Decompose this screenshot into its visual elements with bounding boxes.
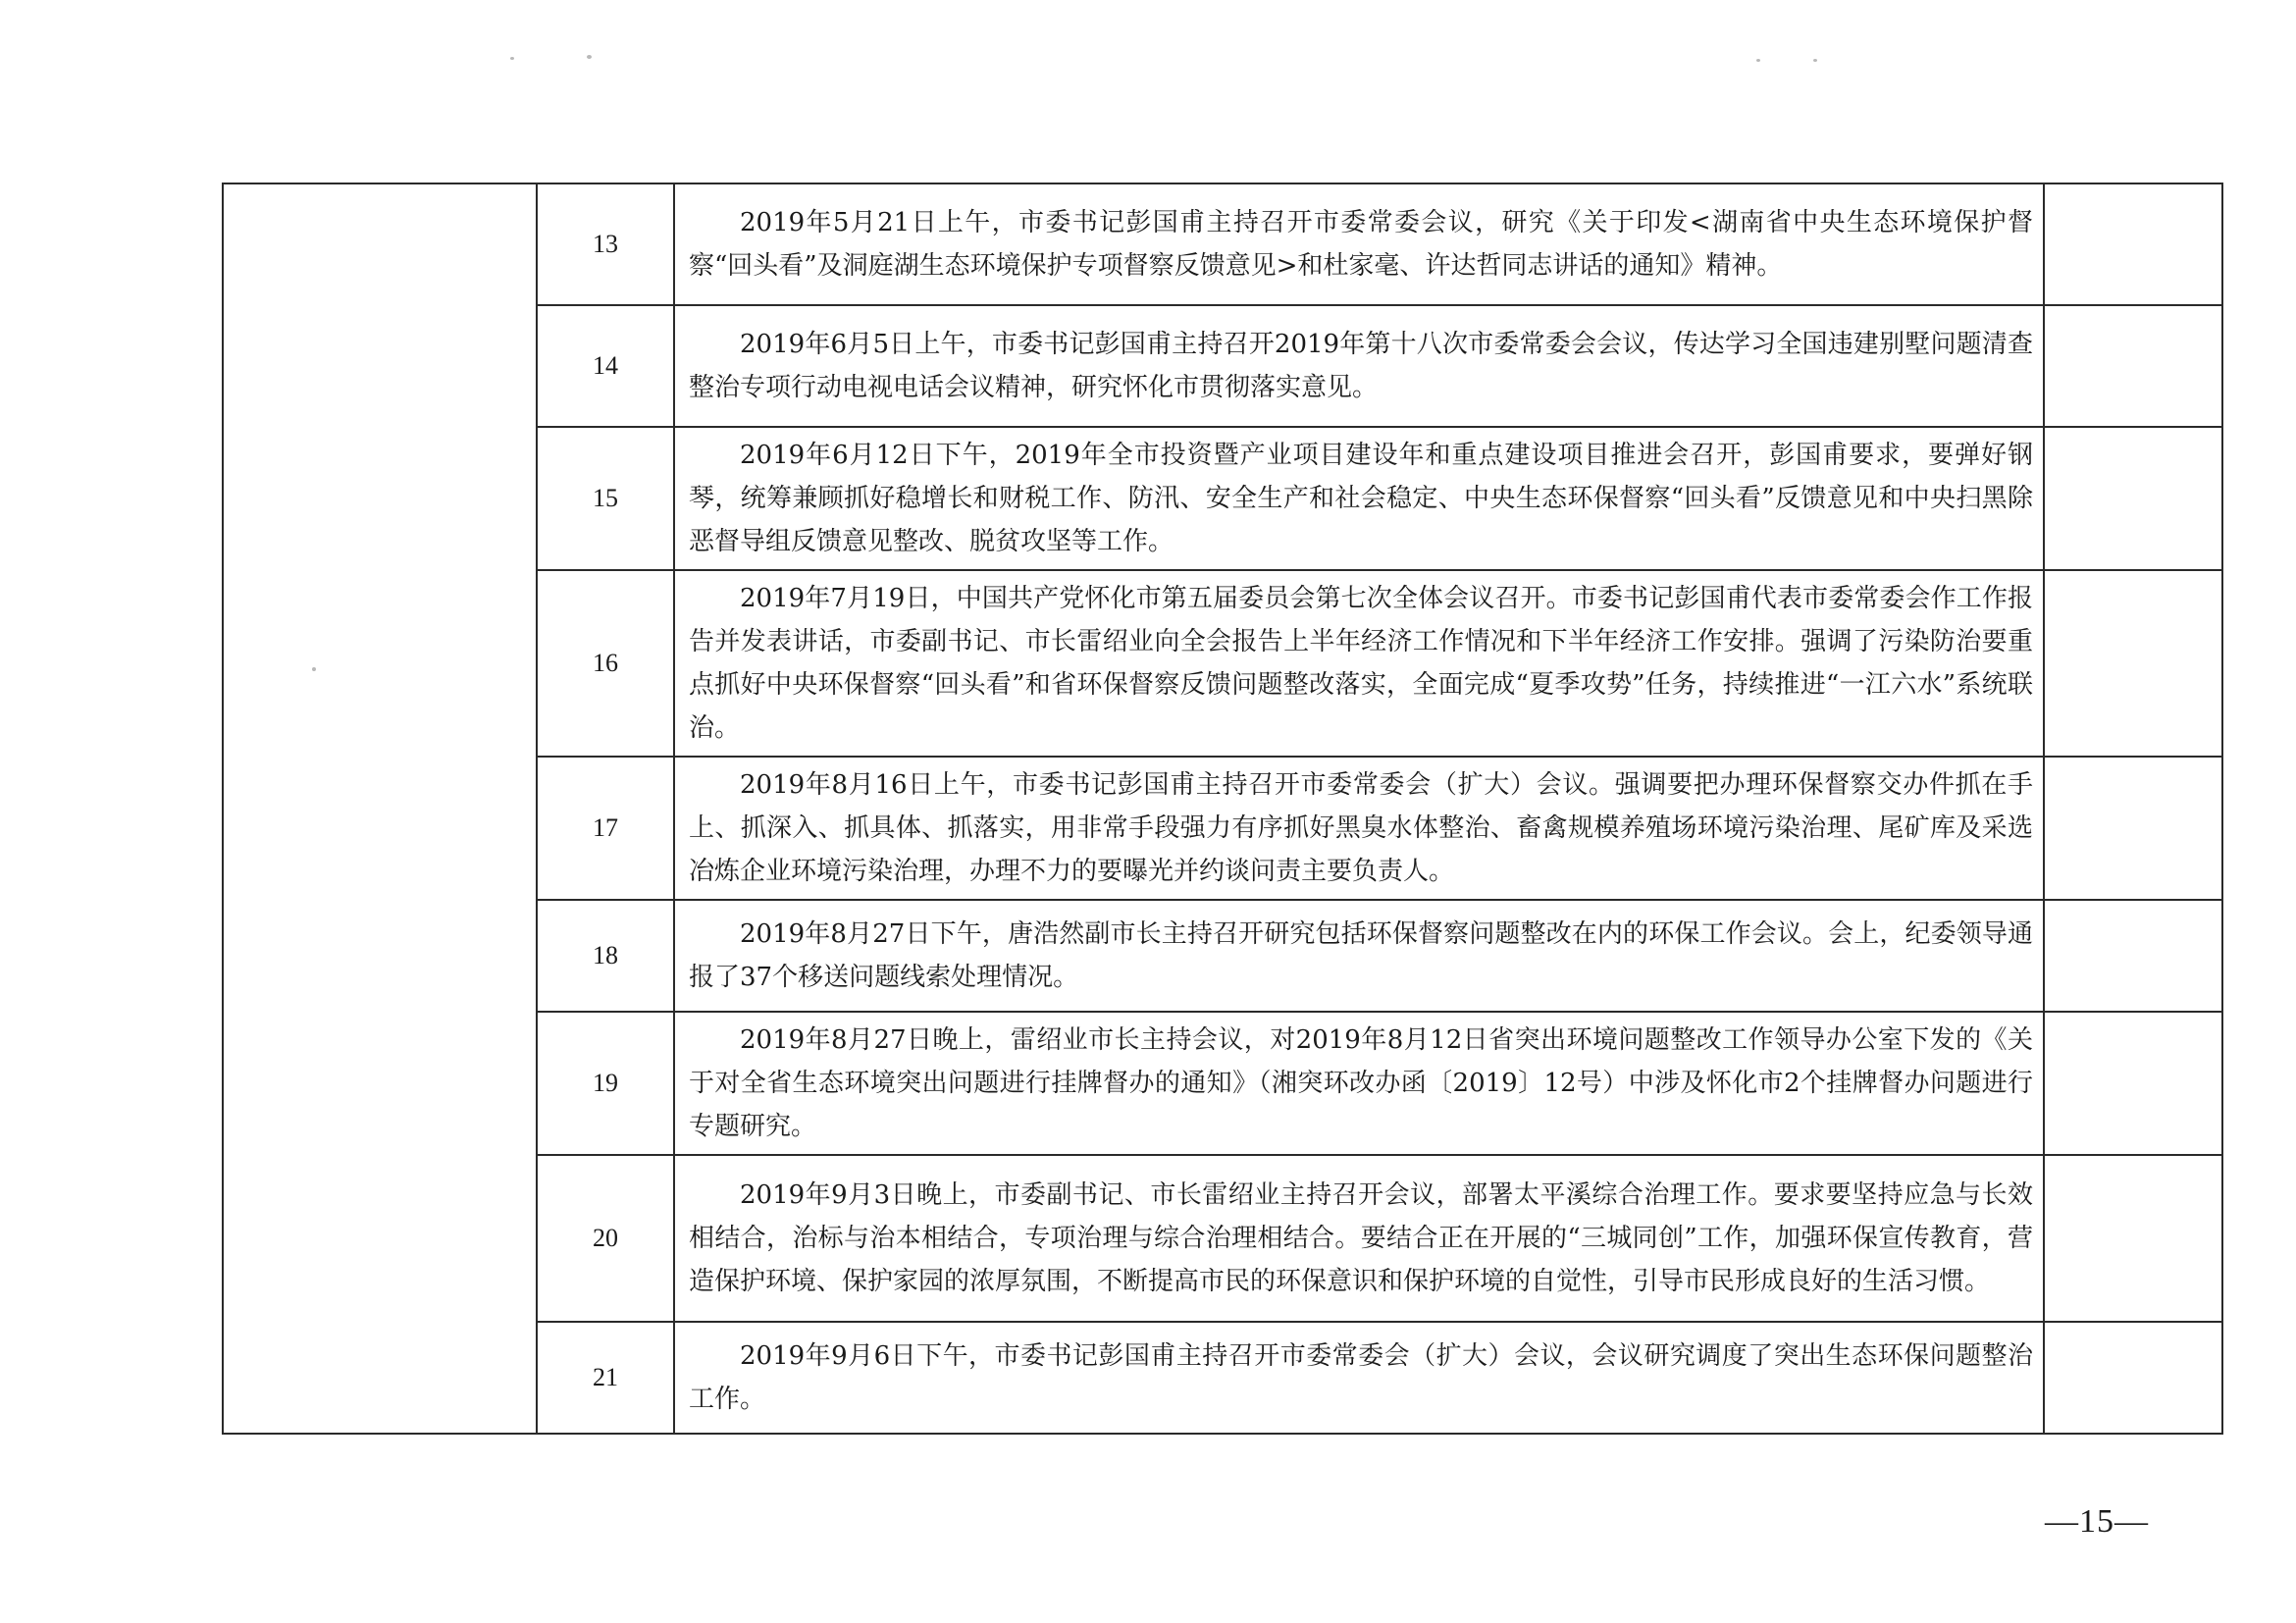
table-row xyxy=(223,183,2222,305)
remarks-cell xyxy=(2044,1322,2222,1434)
category-cell xyxy=(223,183,537,1434)
row-number: 13 xyxy=(537,183,674,305)
row-text: 2019年8月16日上午，市委书记彭国甫主持召开市委常委会（扩大）会议。强调要把办理环保督察交办件抓在手上、抓深入、抓具体、抓落实，用非常手段强力有序抓好黑臭水体整治、畜禽规模养殖场环境污染治理、尾矿库及采选冶炼企业环境污染治理，办理不力的要曝光并约谈问责主要负责人。 xyxy=(689,770,2033,886)
row-content xyxy=(674,183,2044,305)
row-content xyxy=(674,570,2044,757)
row-text: 2019年6月12日下午，2019年全市投资暨产业项目建设年和重点建设项目推进会召开，彭国甫要求，要弹好钢琴，统筹兼顾抓好稳增长和财税工作、防汛、安全生产和社会稳定、中央生态环保督察“回头看”反馈意见和中央扫黑除恶督导组反馈意见整改、脱贫攻坚等工作。 xyxy=(689,441,2033,556)
row-text: 2019年5月21日上午，市委书记彭国甫主持召开市委常委会议，研究《关于印发<湖南省中央生态环境保护督察“回头看”及洞庭湖生态环境保护专项督察反馈意见>和杜家毫、许达哲同志讲话的通知》精神。 xyxy=(689,208,2033,281)
remarks-cell xyxy=(2044,1155,2222,1322)
row-number: 16 xyxy=(537,570,674,757)
row-number: 19 xyxy=(537,1012,674,1155)
row-content xyxy=(674,1322,2044,1434)
row-content xyxy=(674,305,2044,427)
row-text: 2019年8月27日晚上，雷绍业市长主持会议，对2019年8月12日省突出环境问题整改工作领导办公室下发的《关于对全省生态环境突出问题进行挂牌督办的通知》（湘突环改办函〔2019〕12号）中涉及怀化市2个挂牌督办问题进行专题研究。 xyxy=(689,1025,2033,1141)
remarks-cell xyxy=(2044,900,2222,1012)
scan-speck xyxy=(587,55,592,59)
row-number: 17 xyxy=(537,757,674,900)
row-number: 14 xyxy=(537,305,674,427)
row-text: 2019年8月27日下午，唐浩然副市长主持召开研究包括环保督察问题整改在内的环保工作会议。会上，纪委领导通报了37个移送问题线索处理情况。 xyxy=(689,919,2033,992)
remarks-cell xyxy=(2044,183,2222,305)
row-content xyxy=(674,1012,2044,1155)
row-number: 21 xyxy=(537,1322,674,1434)
remarks-cell xyxy=(2044,570,2222,757)
row-number: 18 xyxy=(537,900,674,1012)
row-text: 2019年6月5日上午，市委书记彭国甫主持召开2019年第十八次市委常委会会议，传达学习全国违建别墅问题清查整治专项行动电视电话会议精神，研究怀化市贯彻落实意见。 xyxy=(689,330,2033,402)
remarks-cell xyxy=(2044,1012,2222,1155)
row-text: 2019年9月6日下午，市委书记彭国甫主持召开市委常委会（扩大）会议，会议研究调度了突出生态环保问题整治工作。 xyxy=(689,1341,2033,1414)
row-number: 20 xyxy=(537,1155,674,1322)
scan-speck xyxy=(510,57,514,60)
remarks-cell xyxy=(2044,305,2222,427)
row-content xyxy=(674,900,2044,1012)
remarks-cell xyxy=(2044,757,2222,900)
row-text: 2019年7月19日，中国共产党怀化市第五届委员会第七次全体会议召开。市委书记彭国甫代表市委常委会作工作报告并发表讲话，市委副书记、市长雷绍业向全会报告上半年经济工作情况和下半年经济工作安排。强调了污染防治要重点抓好中央环保督察“回头看”和省环保督察反馈问题整改落实，全面完成“夏季攻势”任务，持续推进“一江六水”系统联治。 xyxy=(689,584,2033,743)
scan-speck xyxy=(1756,59,1760,62)
row-content xyxy=(674,427,2044,570)
remarks-cell xyxy=(2044,427,2222,570)
scan-speck xyxy=(1813,59,1817,62)
row-content xyxy=(674,1155,2044,1322)
row-text: 2019年9月3日晚上，市委副书记、市长雷绍业主持召开会议，部署太平溪综合治理工作。要求要坚持应急与长效相结合，治标与治本相结合，专项治理与综合治理相结合。要结合正在开展的“三城同创”工作，加强环保宣传教育，营造保护环境、保护家园的浓厚氛围，不断提高市民的环保意识和保护环境的自觉性，引导市民形成良好的生活习惯。 xyxy=(689,1180,2033,1296)
document-table xyxy=(222,183,2223,1435)
page-number: —15— xyxy=(2045,1503,2149,1540)
row-content xyxy=(674,757,2044,900)
row-number: 15 xyxy=(537,427,674,570)
